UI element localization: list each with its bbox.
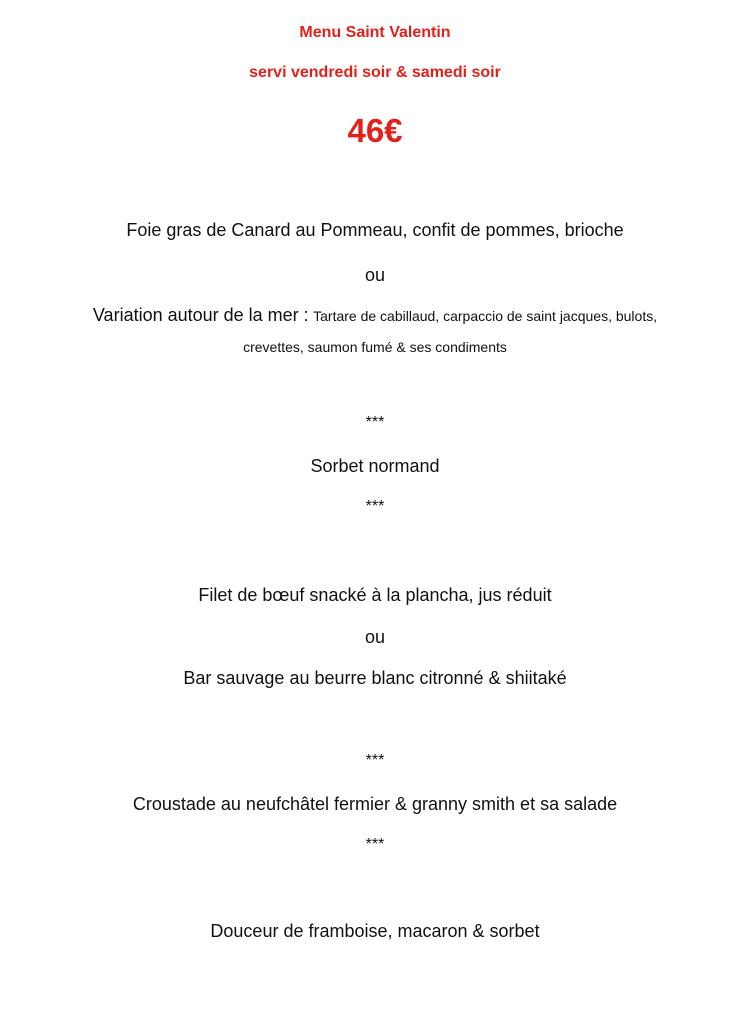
starter-option-2-name: Variation autour de la mer : bbox=[92, 305, 309, 325]
main-option-2: Bar sauvage au beurre blanc citronné & shiitaké bbox=[183, 668, 567, 688]
cheese-course: Croustade au neufchâtel fermier & granny smith et sa salade bbox=[132, 794, 618, 814]
sorbet-course: Sorbet normand bbox=[310, 456, 440, 476]
separator-1: *** bbox=[365, 414, 385, 431]
dessert-course: Douceur de framboise, macaron & sorbet bbox=[210, 921, 540, 941]
starter-option-1: Foie gras de Canard au Pommeau, confit de pommes, brioche bbox=[126, 220, 624, 240]
starter-or: ou bbox=[364, 265, 386, 285]
starter-option-2-desc-line-1: Tartare de cabillaud, carpaccio de saint jacques, bulots, bbox=[313, 308, 658, 324]
menu-price: 46€ bbox=[347, 112, 403, 149]
separator-4: *** bbox=[365, 836, 385, 853]
separator-3: *** bbox=[365, 752, 385, 769]
separator-2: *** bbox=[365, 498, 385, 515]
menu-subtitle: servi vendredi soir & samedi soir bbox=[249, 64, 501, 81]
starter-option-2 bbox=[0, 305, 750, 326]
starter-option-2-desc-line-2: crevettes, saumon fumé & ses condiments bbox=[243, 339, 507, 355]
main-option-1: Filet de bœuf snacké à la plancha, jus réduit bbox=[198, 585, 552, 605]
main-or: ou bbox=[364, 627, 386, 647]
menu-title: Menu Saint Valentin bbox=[299, 24, 451, 41]
